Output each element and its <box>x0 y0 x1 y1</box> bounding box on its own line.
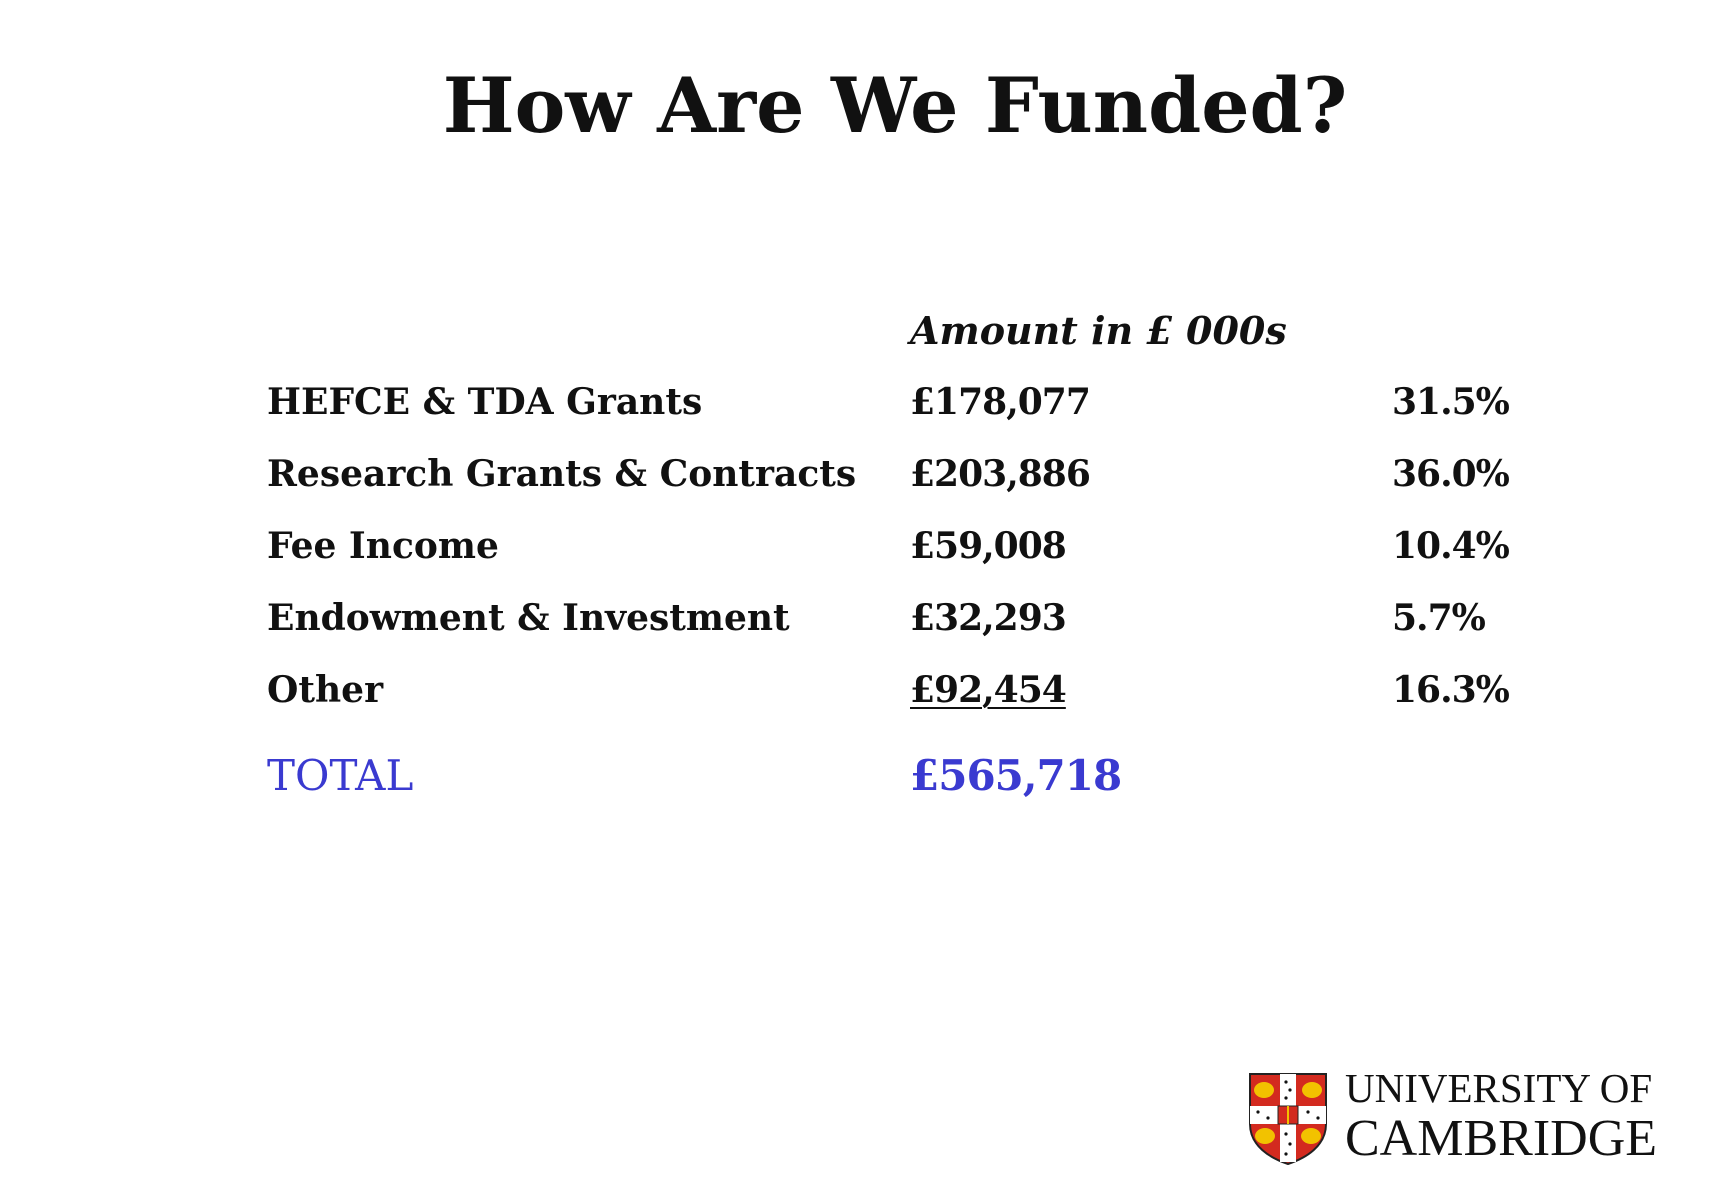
table-row <box>267 524 1567 596</box>
row-percent: 5.7% <box>1392 597 1485 639</box>
row-label: HEFCE & TDA Grants <box>267 381 703 423</box>
row-label: Endowment & Investment <box>267 597 790 639</box>
row-percent: 16.3% <box>1392 669 1509 711</box>
row-percent: 31.5% <box>1392 381 1509 423</box>
university-crest-icon <box>1248 1072 1328 1166</box>
wordmark-line-2: CAMBRIDGE <box>1345 1110 1658 1167</box>
crest-lion <box>1254 1082 1274 1098</box>
total-label: TOTAL <box>267 751 414 800</box>
row-label: Research Grants & Contracts <box>267 453 857 495</box>
table-row <box>267 596 1567 668</box>
funding-table <box>267 380 1567 740</box>
wordmark-line-1: UNIVERSITY OF <box>1345 1065 1653 1111</box>
row-amount: £178,077 <box>910 381 1090 423</box>
crest-lion <box>1302 1082 1322 1098</box>
row-label: Fee Income <box>267 525 499 567</box>
row-percent: 36.0% <box>1392 453 1509 495</box>
row-amount: £32,293 <box>910 597 1066 639</box>
table-row <box>267 452 1567 524</box>
slide-title: How Are We Funded? <box>442 61 1348 150</box>
university-wordmark <box>1345 1065 1658 1167</box>
row-amount: £92,454 <box>910 669 1066 711</box>
row-percent: 10.4% <box>1392 525 1509 567</box>
row-amount: £59,008 <box>910 525 1066 567</box>
total-row <box>267 748 1567 804</box>
crest-lion <box>1255 1128 1275 1144</box>
total-amount: £565,718 <box>910 751 1122 800</box>
table-row <box>267 380 1567 452</box>
crest-lion <box>1301 1128 1321 1144</box>
amount-column-header: Amount in £ 000s <box>910 308 1287 353</box>
table-row <box>267 668 1567 740</box>
row-label: Other <box>267 669 384 711</box>
row-amount: £203,886 <box>910 453 1090 495</box>
